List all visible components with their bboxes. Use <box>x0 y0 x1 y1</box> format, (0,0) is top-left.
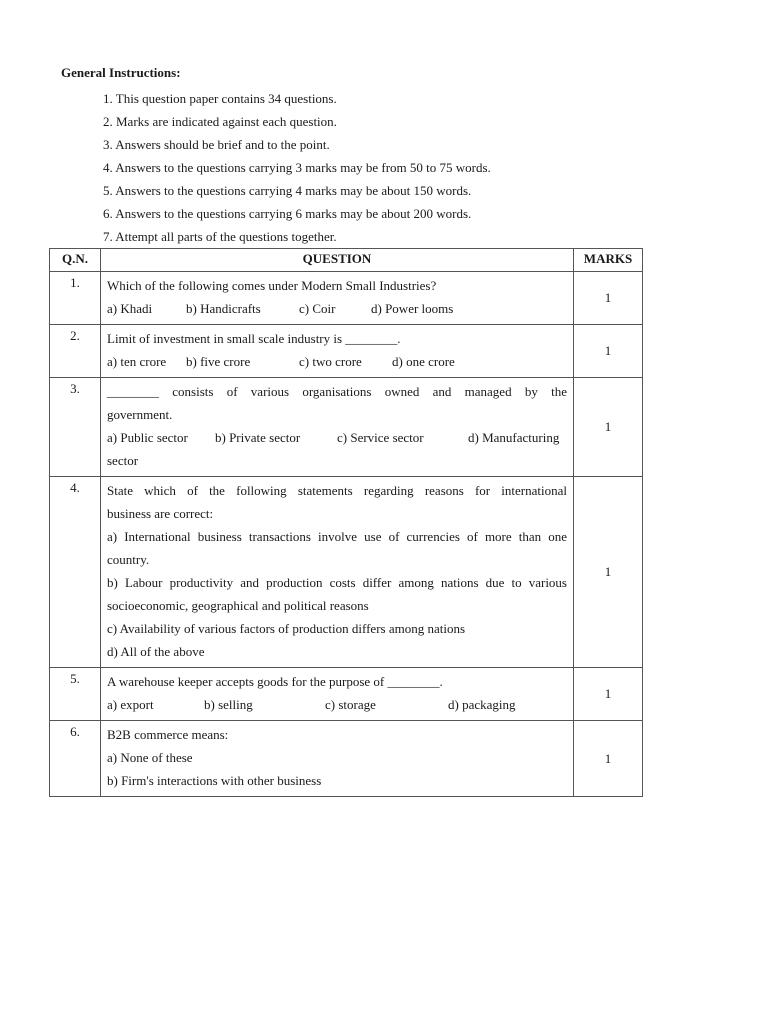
question-cell <box>101 325 574 378</box>
question-number: 5. <box>50 668 101 721</box>
options-row <box>107 426 567 449</box>
question-cell <box>101 668 574 721</box>
option: a) International business transactions involve use of currencies of more than one country. <box>107 529 567 567</box>
marks-value: 1 <box>574 272 643 325</box>
question-cell <box>101 721 574 797</box>
question-cell <box>101 378 574 477</box>
question-text: government. <box>107 407 173 422</box>
question-table <box>49 248 643 797</box>
marks-value: 1 <box>574 721 643 797</box>
option: b) Handicrafts <box>186 301 261 316</box>
table-row <box>50 378 643 477</box>
instruction-item: 1. This question paper contains 34 questions. <box>103 91 337 106</box>
option: a) None of these <box>107 750 193 765</box>
option: d) Power looms <box>371 301 454 316</box>
instruction-item: 3. Answers should be brief and to the point. <box>103 137 330 152</box>
question-number: 6. <box>50 721 101 797</box>
instruction-item: 2. Marks are indicated against each question. <box>103 114 337 129</box>
general-instructions <box>61 64 641 248</box>
instruction-item: 4. Answers to the questions carrying 3 marks may be from 50 to 75 words. <box>103 160 491 175</box>
header-qn: Q.N. <box>50 249 101 272</box>
question-text: ________ consists of various organisations owned and managed by the <box>107 384 567 399</box>
question-number: 2. <box>50 325 101 378</box>
option: b) Firm's interactions with other business <box>107 773 322 788</box>
option: c) Service sector <box>337 430 424 445</box>
option: c) Coir <box>299 301 336 316</box>
question-text: business are correct: <box>107 506 214 521</box>
question-text: Limit of investment in small scale industry is ________. <box>107 331 401 346</box>
option: b) five crore <box>186 354 251 369</box>
options-row <box>107 693 567 716</box>
option: d) packaging <box>448 697 516 712</box>
option: a) ten crore <box>107 354 167 369</box>
question-number: 1. <box>50 272 101 325</box>
marks-value: 1 <box>574 325 643 378</box>
question-number: 4. <box>50 477 101 668</box>
header-marks: MARKS <box>574 249 643 272</box>
instructions-list <box>61 87 641 248</box>
option: a) export <box>107 697 154 712</box>
option: b) Private sector <box>215 430 301 445</box>
options-row <box>107 350 567 373</box>
table-row <box>50 272 643 325</box>
option: b) selling <box>204 697 253 712</box>
table-row <box>50 477 643 668</box>
question-text: A warehouse keeper accepts goods for the purpose of ________. <box>107 674 443 689</box>
question-cell <box>101 272 574 325</box>
option: d) All of the above <box>107 644 205 659</box>
table-row <box>50 325 643 378</box>
option: c) Availability of various factors of production differs among nations <box>107 621 466 636</box>
table-header-row <box>50 249 643 272</box>
option: d) Manufacturing <box>468 430 560 445</box>
instructions-heading: General Instructions: <box>61 65 181 80</box>
instruction-item: 7. Attempt all parts of the questions together. <box>103 229 337 244</box>
option: c) two crore <box>299 354 362 369</box>
options-row <box>107 297 567 320</box>
option-continuation: sector <box>107 453 139 468</box>
option: d) one crore <box>392 354 455 369</box>
instruction-item: 5. Answers to the questions carrying 4 marks may be about 150 words. <box>103 183 472 198</box>
table-row <box>50 721 643 797</box>
marks-value: 1 <box>574 378 643 477</box>
marks-value: 1 <box>574 668 643 721</box>
question-text: Which of the following comes under Modern Small Industries? <box>107 278 437 293</box>
option: b) Labour productivity and production costs differ among nations due to various socioeconomic, geographical and political reasons <box>107 575 567 613</box>
header-question: QUESTION <box>101 249 574 272</box>
marks-value: 1 <box>574 477 643 668</box>
question-text: State which of the following statements regarding reasons for international <box>107 483 567 498</box>
question-cell <box>101 477 574 668</box>
option: c) storage <box>325 697 376 712</box>
table-row <box>50 668 643 721</box>
instruction-item: 6. Answers to the questions carrying 6 marks may be about 200 words. <box>103 206 472 221</box>
question-text: B2B commerce means: <box>107 727 229 742</box>
question-number: 3. <box>50 378 101 477</box>
option: a) Khadi <box>107 301 153 316</box>
option: a) Public sector <box>107 430 188 445</box>
